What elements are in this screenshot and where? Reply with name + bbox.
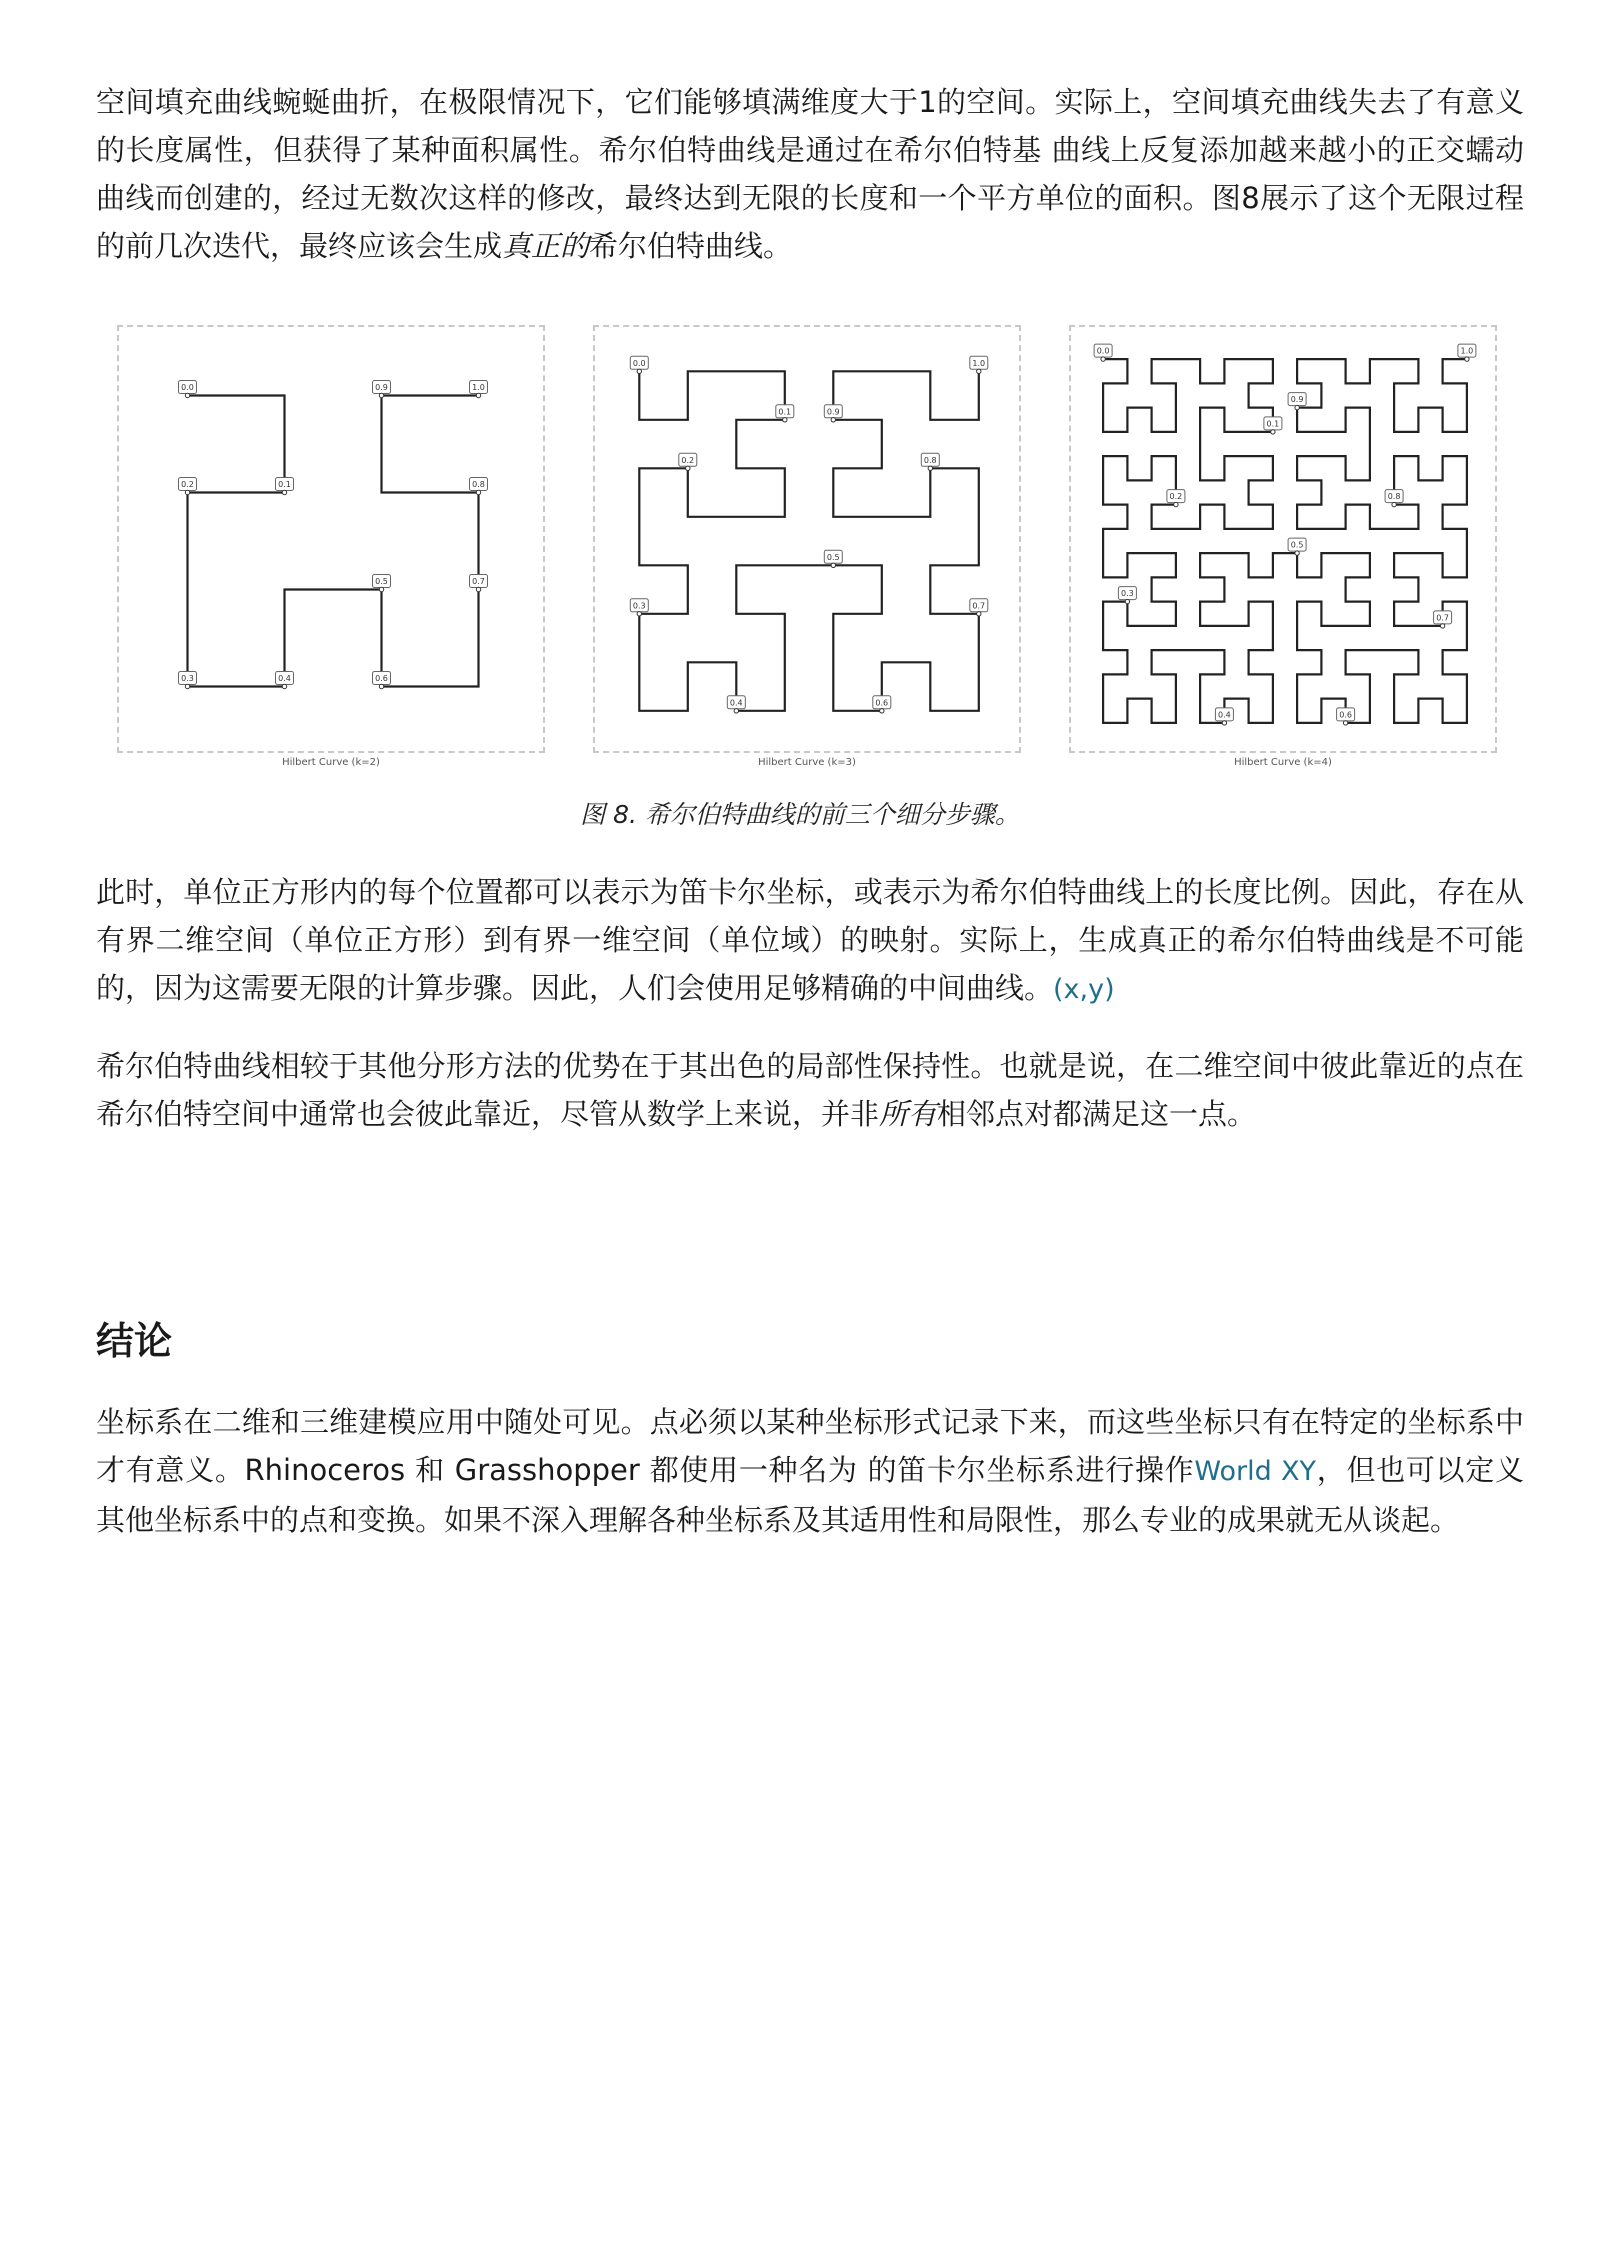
marker-label: 1.0 [472, 383, 485, 392]
section-heading-conclusion: 结论 [96, 1319, 173, 1363]
curve-marker [470, 575, 488, 592]
page-body-3 [96, 1398, 1524, 1544]
marker-label: 0.5 [826, 552, 840, 562]
marker-label: 0.6 [1339, 710, 1352, 720]
marker-label: 1.0 [1460, 346, 1474, 356]
intro-text: 空间填充曲线蜿蜒曲折，在极限情况下，它们能够填满维度大于1的空间。实际上，空间填充曲线失去了有意义的长度属性，但获得了某种面积属性。希尔伯特曲线是通过在希尔伯特基 曲线上反复添加越来越小的正交蠕动曲线而创建的，经过无数次这样的修改，最终达到无限的长度和一个平方单位的面积。图8展示了这个无限过程的前几次迭代，最终应该会生成 [96, 85, 1524, 263]
hilbert-polyline [1103, 359, 1467, 723]
marker-label: 0.0 [632, 358, 646, 368]
panel-title-k3: Hilbert Curve (k=3) [758, 757, 856, 768]
marker-label: 0.9 [375, 383, 388, 392]
marker-label: 0.7 [972, 601, 986, 611]
marker-label: 0.1 [1266, 419, 1280, 429]
marker-label: 0.0 [181, 383, 194, 392]
curve-marker [970, 356, 988, 373]
marker-label: 0.5 [375, 577, 388, 586]
conclusion-text: 坐标系在二维和三维建模应用中随处可见。点必须以某种坐标形式记录下来，而这些坐标只有在特定的坐标系中才有意义。Rhinoceros 和 Grasshopper 都使用一种名为 的笛卡尔坐标系进行操作 [96, 1405, 1524, 1487]
intro-emphasis: 真正的 [502, 229, 590, 263]
marker-label: 0.4 [1218, 710, 1231, 720]
hilbert-figure [117, 325, 1497, 775]
marker-label: 0.3 [1121, 589, 1134, 599]
marker-label: 0.0 [1096, 346, 1110, 356]
hilbert-panel-k3 [593, 325, 1021, 753]
marker-label: 0.4 [278, 674, 291, 683]
marker-label: 0.1 [278, 480, 291, 489]
marker-label: 0.2 [681, 455, 695, 465]
marker-label: 0.8 [1387, 492, 1401, 502]
intro-end-text: 希尔伯特曲线。 [589, 229, 793, 263]
marker-label: 0.3 [181, 674, 194, 683]
figure-caption: 图 8. 希尔伯特曲线的前三个细分步骤。 [580, 800, 1020, 829]
hilbert-panel-k2 [117, 325, 545, 753]
marker-label: 0.4 [729, 698, 743, 708]
hilbert-polyline [639, 371, 979, 711]
marker-label: 0.7 [472, 577, 485, 586]
paragraph-intro [96, 78, 1524, 270]
world-xy-code: World XY [1194, 1456, 1317, 1487]
page-body-2 [96, 868, 1524, 1138]
marker-label: 0.9 [1290, 395, 1304, 405]
hilbert-curve-k2 [119, 327, 547, 755]
marker-label: 0.2 [181, 480, 194, 489]
locality-end-text: 相邻点对都满足这一点。 [937, 1097, 1257, 1131]
paragraph-conclusion [96, 1398, 1524, 1544]
marker-label: 0.7 [1436, 613, 1449, 623]
page-body [96, 78, 1524, 270]
marker-label: 0.9 [826, 407, 840, 417]
marker-label: 0.6 [375, 674, 388, 683]
marker-label: 0.1 [778, 407, 792, 417]
paragraph-locality [96, 1042, 1524, 1138]
curve-marker [630, 356, 648, 373]
marker-label: 0.2 [1169, 492, 1183, 502]
locality-emphasis: 所有 [879, 1097, 938, 1131]
marker-label: 0.6 [875, 698, 889, 708]
conclusion-end-text: ，但也可以定义其他坐标系中的点和变换。如果不深入理解各种坐标系及其适用性和局限性，那么专业的成果就无从谈起。 [96, 1453, 1524, 1537]
panel-title-k2: Hilbert Curve (k=2) [282, 757, 380, 768]
paragraph-mapping [96, 868, 1524, 1014]
marker-label: 1.0 [972, 358, 986, 368]
locality-text: 希尔伯特曲线相较于其他分形方法的优势在于其出色的局部性保持性。也就是说，在二维空间中彼此靠近的点在希尔伯特空间中通常也会彼此靠近，尽管从数学上来说，并非 [96, 1049, 1524, 1131]
marker-label: 0.3 [632, 601, 646, 611]
marker-label: 0.5 [1290, 540, 1304, 550]
coordinate-code: (x,y) [1053, 974, 1115, 1005]
mapping-text: 此时，单位正方形内的每个位置都可以表示为笛卡尔坐标，或表示为希尔伯特曲线上的长度比例。因此，存在从有界二维空间（单位正方形）到有界一维空间（单位域）的映射。实际上，生成真正的希尔伯特曲线是不可能的，因为这需要无限的计算步骤。因此，人们会使用足够精确的中间曲线。 [96, 875, 1524, 1005]
hilbert-polyline [188, 396, 479, 687]
hilbert-curve-k3 [595, 327, 1023, 755]
panel-title-k4: Hilbert Curve (k=4) [1234, 757, 1332, 768]
marker-label: 0.8 [472, 480, 485, 489]
marker-label: 0.8 [923, 455, 937, 465]
hilbert-curve-k4 [1071, 327, 1499, 755]
hilbert-panel-k4 [1069, 325, 1497, 753]
